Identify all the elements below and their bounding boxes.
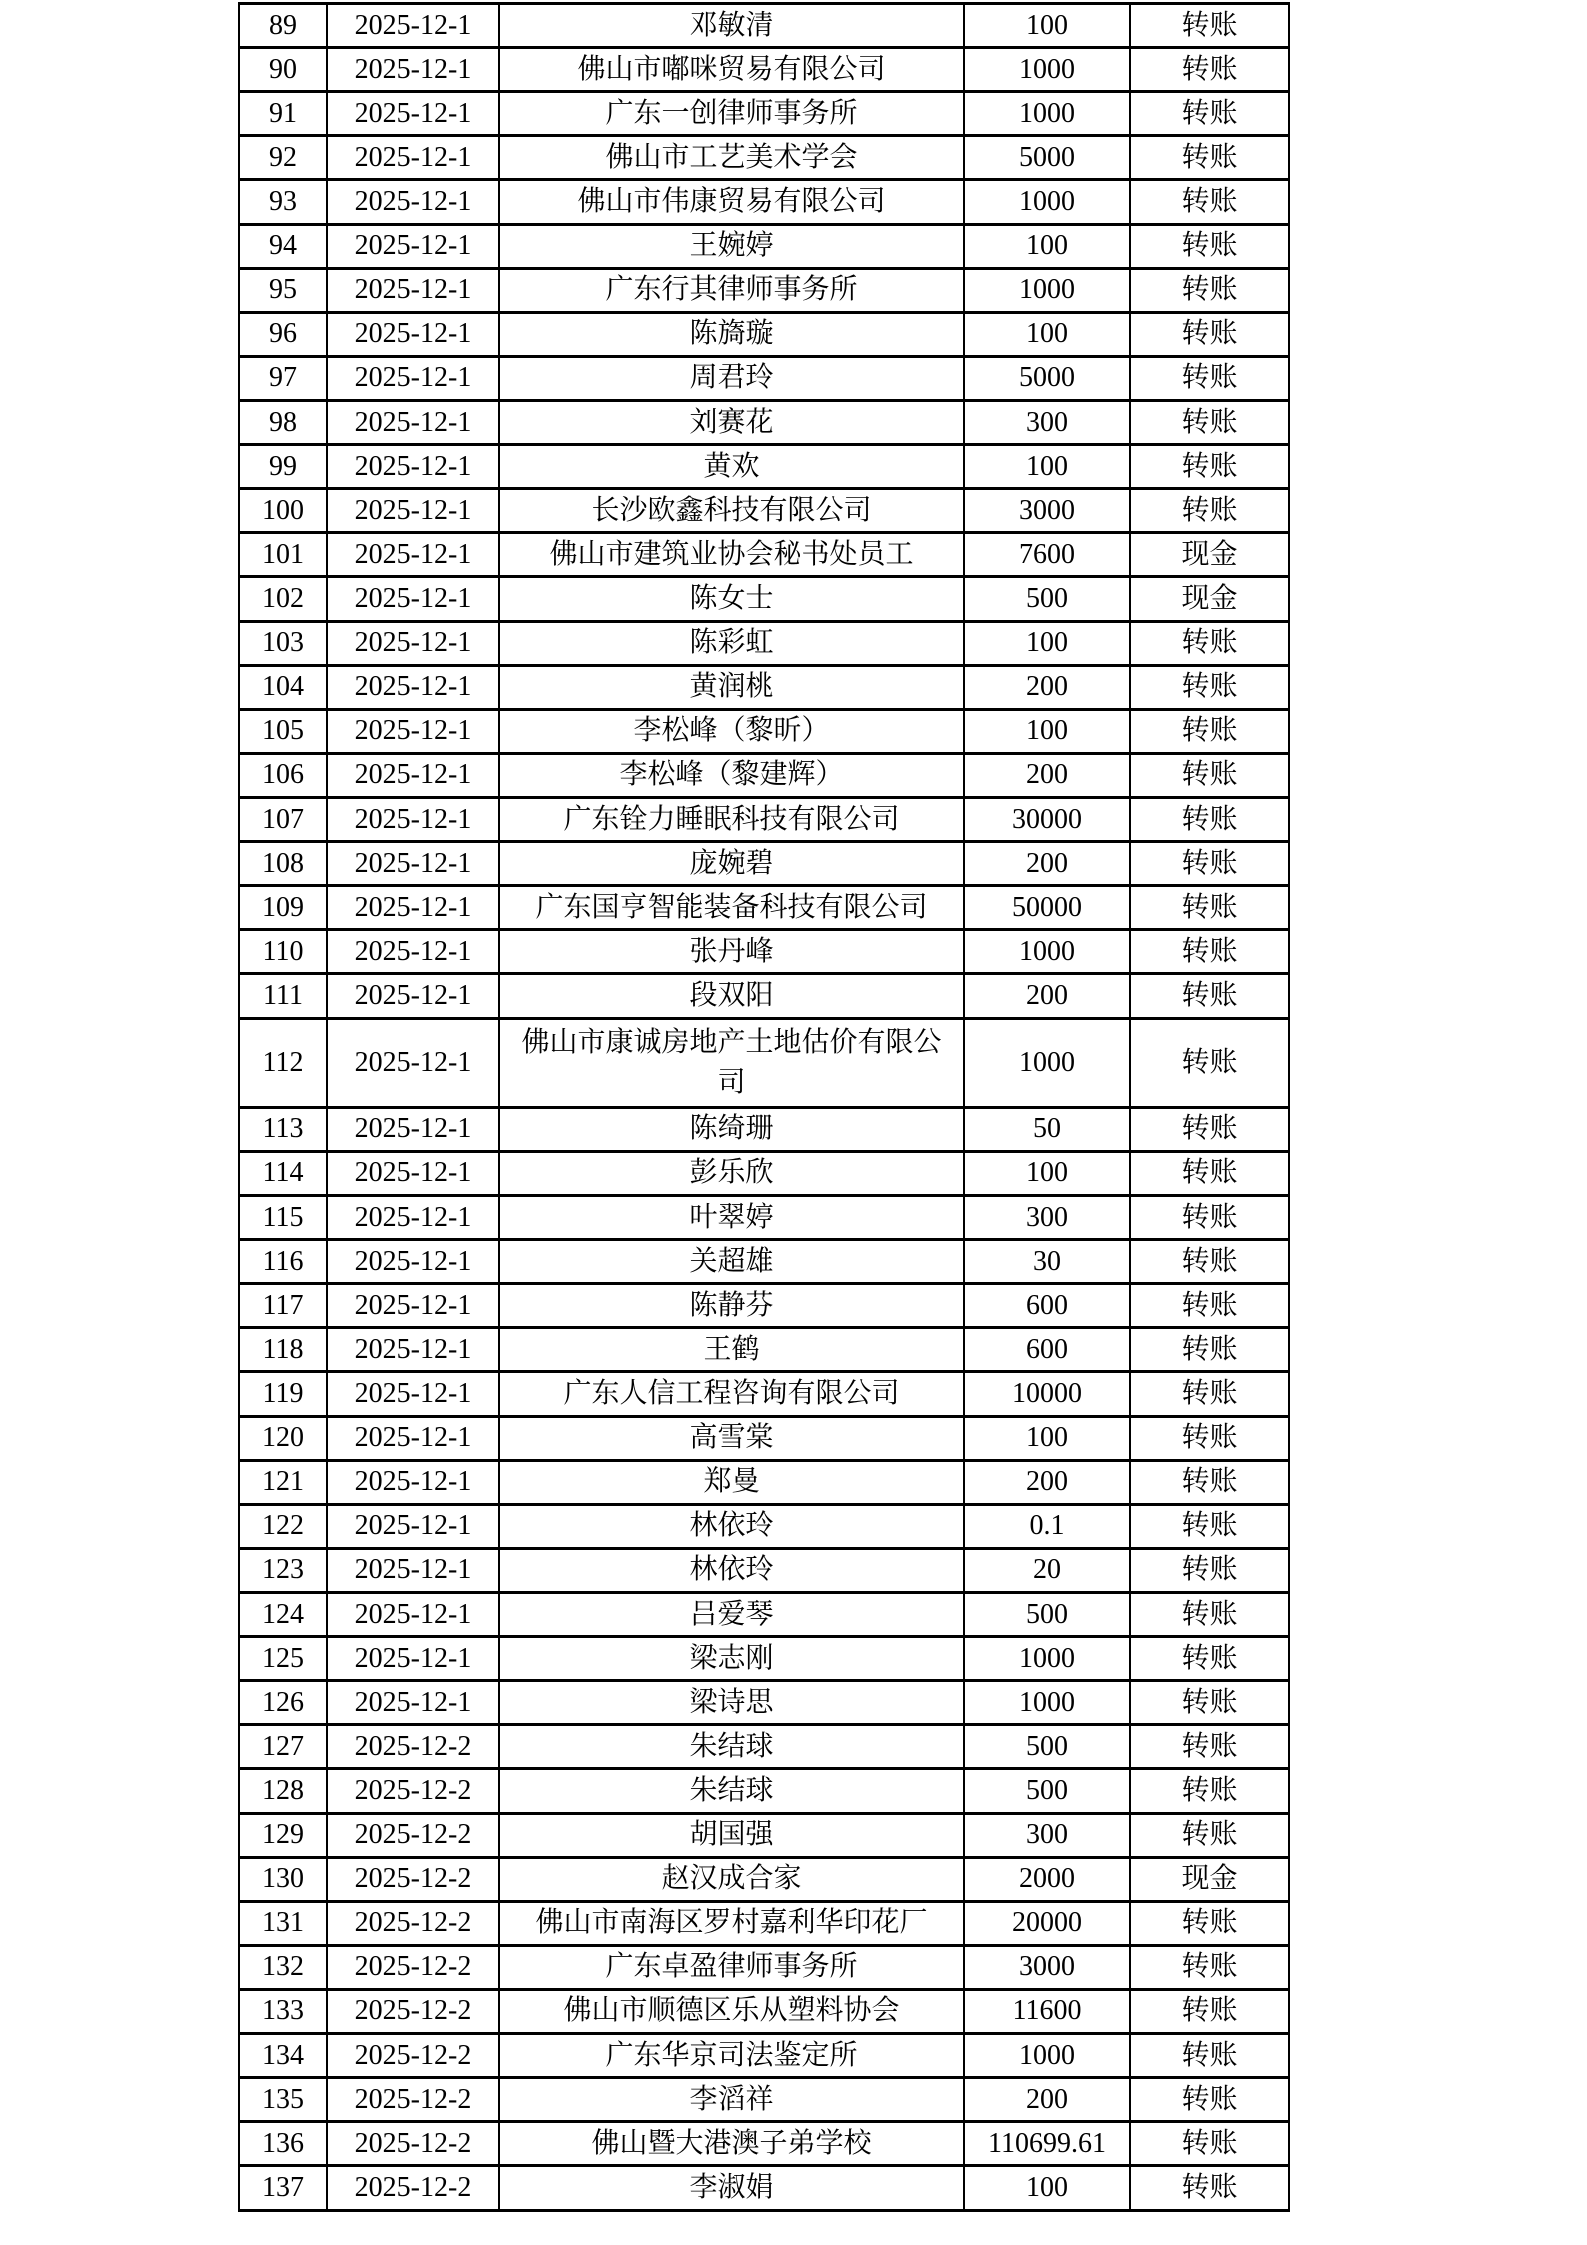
donor-name-cell: 广东铨力睡眠科技有限公司 (499, 797, 964, 841)
amount-cell: 1000 (964, 1681, 1130, 1725)
payment-method-cell: 现金 (1130, 1857, 1289, 1901)
row-number-cell: 99 (239, 445, 327, 489)
row-number-cell: 119 (239, 1372, 327, 1416)
amount-cell: 1000 (964, 2034, 1130, 2078)
table-row (239, 268, 1289, 312)
donor-name-cell: 陈女士 (499, 577, 964, 621)
payment-method-cell: 转账 (1130, 2166, 1289, 2211)
payment-method-cell: 转账 (1130, 1813, 1289, 1857)
donor-name-cell: 张丹峰 (499, 930, 964, 974)
table-row (239, 1018, 1289, 1107)
table-row (239, 709, 1289, 753)
table-row (239, 2078, 1289, 2122)
table-row (239, 1813, 1289, 1857)
date-cell: 2025-12-1 (327, 1284, 499, 1328)
payment-method-cell: 转账 (1130, 1284, 1289, 1328)
table-row (239, 1107, 1289, 1151)
donor-name-cell: 庞婉碧 (499, 842, 964, 886)
table-row (239, 445, 1289, 489)
table-row (239, 1769, 1289, 1813)
donor-name-cell: 王鹤 (499, 1328, 964, 1372)
table-row (239, 1725, 1289, 1769)
row-number-cell: 90 (239, 48, 327, 92)
payment-method-cell: 转账 (1130, 1151, 1289, 1195)
date-cell: 2025-12-2 (327, 1857, 499, 1901)
row-number-cell: 136 (239, 2122, 327, 2166)
payment-method-cell: 转账 (1130, 1945, 1289, 1989)
payment-method-cell: 转账 (1130, 974, 1289, 1018)
donor-name-cell: 陈静芬 (499, 1284, 964, 1328)
payment-method-cell: 转账 (1130, 1504, 1289, 1548)
amount-cell: 7600 (964, 533, 1130, 577)
date-cell: 2025-12-1 (327, 400, 499, 444)
row-number-cell: 95 (239, 268, 327, 312)
table-row (239, 1857, 1289, 1901)
amount-cell: 1000 (964, 268, 1130, 312)
table-row (239, 842, 1289, 886)
amount-cell: 1000 (964, 48, 1130, 92)
date-cell: 2025-12-2 (327, 1725, 499, 1769)
date-cell: 2025-12-2 (327, 2034, 499, 2078)
date-cell: 2025-12-1 (327, 1195, 499, 1239)
date-cell: 2025-12-1 (327, 797, 499, 841)
table-row (239, 180, 1289, 224)
row-number-cell: 132 (239, 1945, 327, 1989)
amount-cell: 0.1 (964, 1504, 1130, 1548)
date-cell: 2025-12-2 (327, 2122, 499, 2166)
row-number-cell: 118 (239, 1328, 327, 1372)
row-number-cell: 107 (239, 797, 327, 841)
row-number-cell: 120 (239, 1416, 327, 1460)
amount-cell: 100 (964, 312, 1130, 356)
payment-method-cell: 转账 (1130, 665, 1289, 709)
row-number-cell: 129 (239, 1813, 327, 1857)
row-number-cell: 109 (239, 886, 327, 930)
row-number-cell: 93 (239, 180, 327, 224)
amount-cell: 10000 (964, 1372, 1130, 1416)
table-row (239, 312, 1289, 356)
table-row (239, 1989, 1289, 2033)
table-row (239, 2034, 1289, 2078)
donor-name-cell: 李淑娟 (499, 2166, 964, 2211)
payment-method-cell: 转账 (1130, 4, 1289, 48)
row-number-cell: 104 (239, 665, 327, 709)
amount-cell: 20 (964, 1548, 1130, 1592)
amount-cell: 100 (964, 621, 1130, 665)
date-cell: 2025-12-1 (327, 1416, 499, 1460)
payment-method-cell: 转账 (1130, 1328, 1289, 1372)
amount-cell: 3000 (964, 489, 1130, 533)
donor-name-cell: 段双阳 (499, 974, 964, 1018)
amount-cell: 500 (964, 1592, 1130, 1636)
row-number-cell: 121 (239, 1460, 327, 1504)
payment-method-cell: 转账 (1130, 489, 1289, 533)
date-cell: 2025-12-1 (327, 1372, 499, 1416)
payment-method-cell: 转账 (1130, 1681, 1289, 1725)
date-cell: 2025-12-1 (327, 621, 499, 665)
table-row (239, 621, 1289, 665)
date-cell: 2025-12-1 (327, 1460, 499, 1504)
payment-method-cell: 转账 (1130, 48, 1289, 92)
donor-name-cell: 广东华京司法鉴定所 (499, 2034, 964, 2078)
donor-name-cell: 林依玲 (499, 1548, 964, 1592)
row-number-cell: 100 (239, 489, 327, 533)
donor-name-cell: 胡国强 (499, 1813, 964, 1857)
date-cell: 2025-12-1 (327, 1151, 499, 1195)
amount-cell: 5000 (964, 356, 1130, 400)
table-row (239, 1460, 1289, 1504)
donor-name-cell: 广东行其律师事务所 (499, 268, 964, 312)
row-number-cell: 133 (239, 1989, 327, 2033)
table-row (239, 92, 1289, 136)
row-number-cell: 127 (239, 1725, 327, 1769)
donor-name-cell: 朱结球 (499, 1725, 964, 1769)
date-cell: 2025-12-1 (327, 1107, 499, 1151)
amount-cell: 3000 (964, 1945, 1130, 1989)
table-row (239, 136, 1289, 180)
donation-table-body (239, 4, 1289, 2211)
amount-cell: 50 (964, 1107, 1130, 1151)
date-cell: 2025-12-2 (327, 1769, 499, 1813)
row-number-cell: 111 (239, 974, 327, 1018)
row-number-cell: 101 (239, 533, 327, 577)
row-number-cell: 124 (239, 1592, 327, 1636)
donor-name-cell: 李滔祥 (499, 2078, 964, 2122)
donor-name-cell: 佛山市康诚房地产土地估价有限公司 (499, 1018, 964, 1107)
date-cell: 2025-12-2 (327, 2166, 499, 2211)
date-cell: 2025-12-1 (327, 842, 499, 886)
row-number-cell: 91 (239, 92, 327, 136)
payment-method-cell: 转账 (1130, 1769, 1289, 1813)
amount-cell: 200 (964, 2078, 1130, 2122)
amount-cell: 1000 (964, 180, 1130, 224)
donor-name-cell: 郑曼 (499, 1460, 964, 1504)
date-cell: 2025-12-1 (327, 1637, 499, 1681)
payment-method-cell: 转账 (1130, 797, 1289, 841)
donor-name-cell: 陈旖璇 (499, 312, 964, 356)
donor-name-cell: 佛山市工艺美术学会 (499, 136, 964, 180)
amount-cell: 200 (964, 974, 1130, 1018)
donor-name-cell: 王婉婷 (499, 224, 964, 268)
row-number-cell: 96 (239, 312, 327, 356)
payment-method-cell: 转账 (1130, 268, 1289, 312)
table-row (239, 1416, 1289, 1460)
amount-cell: 50000 (964, 886, 1130, 930)
date-cell: 2025-12-2 (327, 1945, 499, 1989)
date-cell: 2025-12-1 (327, 886, 499, 930)
amount-cell: 100 (964, 709, 1130, 753)
donor-name-cell: 关超雄 (499, 1240, 964, 1284)
date-cell: 2025-12-1 (327, 1240, 499, 1284)
donor-name-cell: 广东一创律师事务所 (499, 92, 964, 136)
date-cell: 2025-12-1 (327, 665, 499, 709)
donor-name-cell: 叶翠婷 (499, 1195, 964, 1239)
amount-cell: 100 (964, 1416, 1130, 1460)
table-row (239, 1548, 1289, 1592)
payment-method-cell: 转账 (1130, 445, 1289, 489)
date-cell: 2025-12-1 (327, 489, 499, 533)
table-row (239, 4, 1289, 48)
payment-method-cell: 转账 (1130, 1989, 1289, 2033)
donor-name-cell: 朱结球 (499, 1769, 964, 1813)
payment-method-cell: 转账 (1130, 1901, 1289, 1945)
amount-cell: 100 (964, 445, 1130, 489)
row-number-cell: 94 (239, 224, 327, 268)
payment-method-cell: 转账 (1130, 1018, 1289, 1107)
payment-method-cell: 转账 (1130, 709, 1289, 753)
date-cell: 2025-12-1 (327, 1504, 499, 1548)
donor-name-cell: 李松峰（黎昕） (499, 709, 964, 753)
amount-cell: 30000 (964, 797, 1130, 841)
table-row (239, 1328, 1289, 1372)
table-row (239, 1504, 1289, 1548)
table-row (239, 974, 1289, 1018)
table-row (239, 400, 1289, 444)
table-row (239, 1240, 1289, 1284)
date-cell: 2025-12-2 (327, 2078, 499, 2122)
row-number-cell: 123 (239, 1548, 327, 1592)
row-number-cell: 134 (239, 2034, 327, 2078)
row-number-cell: 102 (239, 577, 327, 621)
payment-method-cell: 转账 (1130, 356, 1289, 400)
table-row (239, 1681, 1289, 1725)
payment-method-cell: 转账 (1130, 1107, 1289, 1151)
amount-cell: 500 (964, 577, 1130, 621)
table-row (239, 356, 1289, 400)
row-number-cell: 125 (239, 1637, 327, 1681)
amount-cell: 200 (964, 753, 1130, 797)
table-row (239, 1284, 1289, 1328)
donor-name-cell: 彭乐欣 (499, 1151, 964, 1195)
date-cell: 2025-12-2 (327, 1813, 499, 1857)
table-row (239, 533, 1289, 577)
donor-name-cell: 佛山市建筑业协会秘书处员工 (499, 533, 964, 577)
date-cell: 2025-12-1 (327, 356, 499, 400)
payment-method-cell: 转账 (1130, 1240, 1289, 1284)
donor-name-cell: 长沙欧鑫科技有限公司 (499, 489, 964, 533)
row-number-cell: 122 (239, 1504, 327, 1548)
payment-method-cell: 转账 (1130, 930, 1289, 974)
donation-table (238, 2, 1290, 2212)
donor-name-cell: 吕爱琴 (499, 1592, 964, 1636)
donor-name-cell: 刘赛花 (499, 400, 964, 444)
donor-name-cell: 广东卓盈律师事务所 (499, 1945, 964, 1989)
date-cell: 2025-12-1 (327, 753, 499, 797)
amount-cell: 30 (964, 1240, 1130, 1284)
date-cell: 2025-12-1 (327, 180, 499, 224)
table-row (239, 665, 1289, 709)
row-number-cell: 137 (239, 2166, 327, 2211)
table-row (239, 577, 1289, 621)
payment-method-cell: 转账 (1130, 2078, 1289, 2122)
date-cell: 2025-12-1 (327, 930, 499, 974)
payment-method-cell: 转账 (1130, 1592, 1289, 1636)
row-number-cell: 113 (239, 1107, 327, 1151)
amount-cell: 600 (964, 1284, 1130, 1328)
row-number-cell: 97 (239, 356, 327, 400)
row-number-cell: 130 (239, 1857, 327, 1901)
amount-cell: 200 (964, 1460, 1130, 1504)
table-row (239, 1901, 1289, 1945)
payment-method-cell: 转账 (1130, 886, 1289, 930)
date-cell: 2025-12-1 (327, 445, 499, 489)
table-row (239, 1372, 1289, 1416)
row-number-cell: 98 (239, 400, 327, 444)
payment-method-cell: 转账 (1130, 92, 1289, 136)
table-row (239, 489, 1289, 533)
amount-cell: 100 (964, 4, 1130, 48)
date-cell: 2025-12-2 (327, 1989, 499, 2033)
table-row (239, 797, 1289, 841)
amount-cell: 2000 (964, 1857, 1130, 1901)
amount-cell: 11600 (964, 1989, 1130, 2033)
table-row (239, 1637, 1289, 1681)
date-cell: 2025-12-1 (327, 48, 499, 92)
row-number-cell: 126 (239, 1681, 327, 1725)
donor-name-cell: 陈绮珊 (499, 1107, 964, 1151)
date-cell: 2025-12-1 (327, 533, 499, 577)
payment-method-cell: 转账 (1130, 1548, 1289, 1592)
row-number-cell: 115 (239, 1195, 327, 1239)
payment-method-cell: 现金 (1130, 533, 1289, 577)
amount-cell: 300 (964, 400, 1130, 444)
table-row (239, 1945, 1289, 1989)
donor-name-cell: 广东国亨智能装备科技有限公司 (499, 886, 964, 930)
amount-cell: 100 (964, 2166, 1130, 2211)
row-number-cell: 105 (239, 709, 327, 753)
date-cell: 2025-12-1 (327, 974, 499, 1018)
date-cell: 2025-12-1 (327, 92, 499, 136)
payment-method-cell: 转账 (1130, 621, 1289, 665)
date-cell: 2025-12-2 (327, 1901, 499, 1945)
donor-name-cell: 林依玲 (499, 1504, 964, 1548)
row-number-cell: 110 (239, 930, 327, 974)
row-number-cell: 108 (239, 842, 327, 886)
row-number-cell: 92 (239, 136, 327, 180)
payment-method-cell: 转账 (1130, 1637, 1289, 1681)
payment-method-cell: 转账 (1130, 136, 1289, 180)
donor-name-cell: 佛山市伟康贸易有限公司 (499, 180, 964, 224)
donor-name-cell: 李松峰（黎建辉） (499, 753, 964, 797)
row-number-cell: 116 (239, 1240, 327, 1284)
table-row (239, 48, 1289, 92)
row-number-cell: 89 (239, 4, 327, 48)
row-number-cell: 103 (239, 621, 327, 665)
payment-method-cell: 转账 (1130, 180, 1289, 224)
donor-name-cell: 佛山暨大港澳子弟学校 (499, 2122, 964, 2166)
payment-method-cell: 转账 (1130, 1416, 1289, 1460)
date-cell: 2025-12-1 (327, 1592, 499, 1636)
date-cell: 2025-12-1 (327, 709, 499, 753)
amount-cell: 1000 (964, 92, 1130, 136)
amount-cell: 600 (964, 1328, 1130, 1372)
amount-cell: 20000 (964, 1901, 1130, 1945)
table-row (239, 753, 1289, 797)
date-cell: 2025-12-1 (327, 4, 499, 48)
table-row (239, 930, 1289, 974)
row-number-cell: 112 (239, 1018, 327, 1107)
amount-cell: 1000 (964, 930, 1130, 974)
payment-method-cell: 转账 (1130, 842, 1289, 886)
date-cell: 2025-12-1 (327, 1681, 499, 1725)
amount-cell: 500 (964, 1769, 1130, 1813)
amount-cell: 100 (964, 224, 1130, 268)
donor-name-cell: 陈彩虹 (499, 621, 964, 665)
amount-cell: 100 (964, 1151, 1130, 1195)
payment-method-cell: 转账 (1130, 1725, 1289, 1769)
date-cell: 2025-12-1 (327, 136, 499, 180)
row-number-cell: 106 (239, 753, 327, 797)
amount-cell: 200 (964, 665, 1130, 709)
donor-name-cell: 佛山市顺德区乐从塑料协会 (499, 1989, 964, 2033)
date-cell: 2025-12-1 (327, 1018, 499, 1107)
row-number-cell: 135 (239, 2078, 327, 2122)
donor-name-cell: 黄欢 (499, 445, 964, 489)
payment-method-cell: 转账 (1130, 753, 1289, 797)
payment-method-cell: 转账 (1130, 1460, 1289, 1504)
amount-cell: 500 (964, 1725, 1130, 1769)
payment-method-cell: 转账 (1130, 224, 1289, 268)
donor-name-cell: 赵汉成合家 (499, 1857, 964, 1901)
row-number-cell: 131 (239, 1901, 327, 1945)
donor-name-cell: 高雪棠 (499, 1416, 964, 1460)
payment-method-cell: 转账 (1130, 400, 1289, 444)
payment-method-cell: 转账 (1130, 1372, 1289, 1416)
amount-cell: 1000 (964, 1637, 1130, 1681)
donor-name-cell: 梁诗思 (499, 1681, 964, 1725)
date-cell: 2025-12-1 (327, 312, 499, 356)
payment-method-cell: 转账 (1130, 312, 1289, 356)
donor-name-cell: 广东人信工程咨询有限公司 (499, 1372, 964, 1416)
amount-cell: 1000 (964, 1018, 1130, 1107)
payment-method-cell: 转账 (1130, 2122, 1289, 2166)
donor-name-cell: 黄润桃 (499, 665, 964, 709)
table-row (239, 886, 1289, 930)
amount-cell: 300 (964, 1195, 1130, 1239)
date-cell: 2025-12-1 (327, 224, 499, 268)
table-row (239, 2166, 1289, 2211)
table-row (239, 224, 1289, 268)
donor-name-cell: 梁志刚 (499, 1637, 964, 1681)
table-row (239, 1151, 1289, 1195)
donor-name-cell: 邓敏清 (499, 4, 964, 48)
table-row (239, 1592, 1289, 1636)
payment-method-cell: 现金 (1130, 577, 1289, 621)
donor-name-cell: 佛山市南海区罗村嘉利华印花厂 (499, 1901, 964, 1945)
date-cell: 2025-12-1 (327, 1328, 499, 1372)
table-row (239, 2122, 1289, 2166)
table-row (239, 1195, 1289, 1239)
amount-cell: 110699.61 (964, 2122, 1130, 2166)
row-number-cell: 128 (239, 1769, 327, 1813)
date-cell: 2025-12-1 (327, 1548, 499, 1592)
amount-cell: 200 (964, 842, 1130, 886)
amount-cell: 5000 (964, 136, 1130, 180)
donor-name-cell: 佛山市嘟咪贸易有限公司 (499, 48, 964, 92)
amount-cell: 300 (964, 1813, 1130, 1857)
payment-method-cell: 转账 (1130, 2034, 1289, 2078)
donor-name-cell: 周君玲 (499, 356, 964, 400)
row-number-cell: 114 (239, 1151, 327, 1195)
date-cell: 2025-12-1 (327, 577, 499, 621)
date-cell: 2025-12-1 (327, 268, 499, 312)
row-number-cell: 117 (239, 1284, 327, 1328)
payment-method-cell: 转账 (1130, 1195, 1289, 1239)
